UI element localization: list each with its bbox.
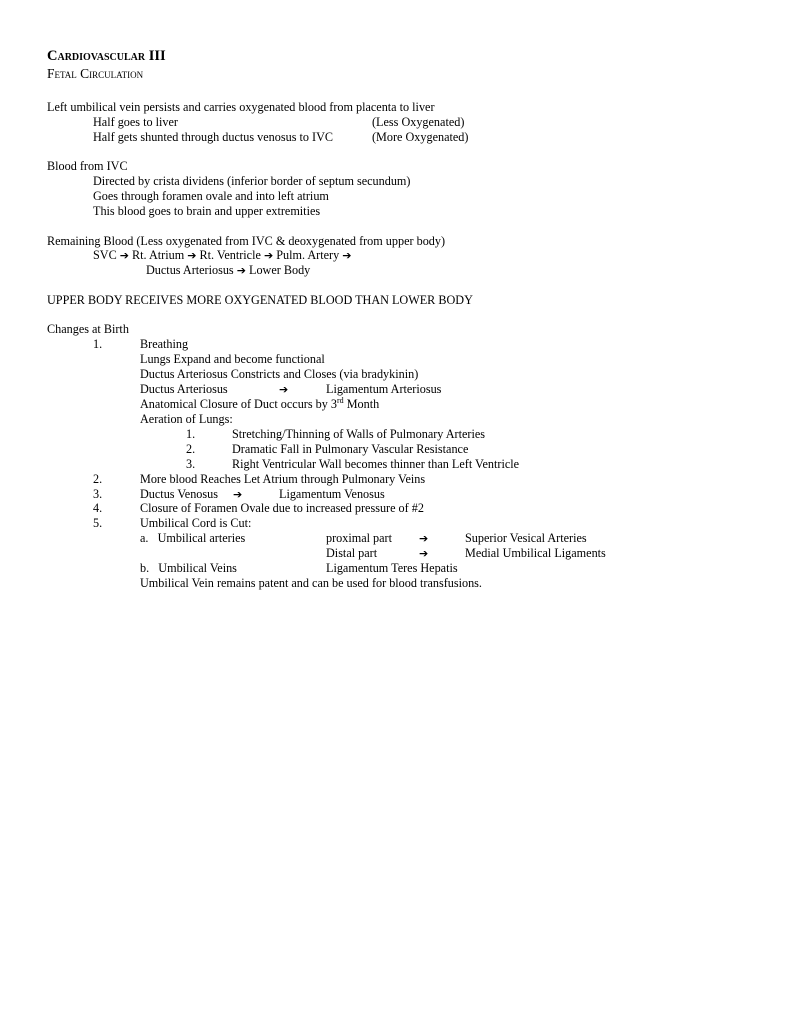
flow-step: Lower Body: [249, 263, 311, 277]
item-number: 3.: [186, 457, 196, 471]
aeration-item: Stretching/Thinning of Walls of Pulmonary Arteries: [232, 427, 486, 441]
change-item-2: More blood Reaches Let Atrium through Pulmonary Veins: [140, 472, 426, 486]
changes-heading: Changes at Birth: [47, 322, 129, 336]
ductus-venosus-left: Ductus Venosus: [140, 487, 218, 501]
document-title: Cardiovascular III: [47, 48, 166, 64]
arrow-right-icon: ➔: [236, 264, 246, 277]
item-number: 2.: [93, 472, 103, 486]
arrow-right-icon: ➔: [419, 547, 429, 560]
flow-step: SVC: [93, 248, 117, 262]
arrow-right-icon: ➔: [279, 383, 289, 396]
half-liver-text: Half goes to liver: [93, 115, 178, 129]
umbilical-vein-intro: Left umbilical vein persists and carries oxygenated blood from placenta to liver: [47, 100, 435, 114]
ivc-line-1: Directed by crista dividens (inferior border of septum secundum): [93, 174, 411, 188]
aeration-item: Right Ventricular Wall becomes thinner than Left Ventricle: [232, 457, 520, 471]
superior-vesical-arteries: Superior Vesical Arteries: [465, 531, 587, 545]
item-number: 1.: [186, 427, 196, 441]
breathing-line-1: Lungs Expand and become functional: [140, 352, 325, 366]
item-number: 2.: [186, 442, 196, 456]
aeration-heading: Aeration of Lungs:: [140, 412, 233, 426]
change-item-4: Closure of Foramen Ovale due to increased pressure of #2: [140, 501, 424, 515]
half-liver-note: (Less Oxygenated): [372, 115, 465, 129]
change-item-5: Umbilical Cord is Cut:: [140, 516, 252, 530]
flow-step: Ductus Arteriosus: [146, 263, 234, 277]
breathing-label: Breathing: [140, 337, 189, 351]
umbilical-arteries-label: a. Umbilical arteries: [140, 531, 246, 545]
flow-step: Pulm. Artery: [276, 248, 340, 262]
medial-umbilical-ligaments: Medial Umbilical Ligaments: [465, 546, 606, 560]
anatomical-closure: Anatomical Closure of Duct occurs by 3rd Month: [140, 396, 380, 411]
item-number: 4.: [93, 501, 103, 515]
flow-step: Rt. Atrium: [132, 248, 185, 262]
umbilical-veins-label: b. Umbilical Veins: [140, 561, 237, 575]
aeration-item: Dramatic Fall in Pulmonary Vascular Resistance: [232, 442, 469, 456]
half-shunt-text: Half gets shunted through ductus venosus to IVC: [93, 130, 334, 144]
arrow-right-icon: ➔: [187, 249, 197, 262]
ductus-arteriosus-left: Ductus Arteriosus: [140, 382, 228, 396]
arrow-right-icon: ➔: [263, 249, 274, 262]
ivc-heading: Blood from IVC: [47, 159, 128, 173]
ligamentum-teres-hepatis: Ligamentum Teres Hepatis: [326, 561, 458, 575]
breathing-line-2: Ductus Arteriosus Constricts and Closes (via bradykinin): [140, 367, 419, 381]
arrow-right-icon: ➔: [119, 249, 129, 262]
flow-path-line-1: [93, 248, 351, 263]
flow-path-line-2: [146, 263, 310, 278]
ivc-line-2: Goes through foramen ovale and into left atrium: [93, 189, 329, 203]
ivc-line-3: This blood goes to brain and upper extremities: [93, 204, 321, 218]
arrow-right-icon: ➔: [419, 532, 429, 545]
half-shunt-note: (More Oxygenated): [372, 130, 469, 144]
item-number: 1.: [93, 337, 103, 351]
arrow-right-icon: ➔: [342, 249, 352, 262]
document-subtitle: Fetal Circulation: [47, 66, 144, 81]
distal-part: Distal part: [326, 546, 378, 560]
item-number: 5.: [93, 516, 103, 530]
remaining-blood-heading: Remaining Blood (Less oxygenated from IVC & deoxygenated from upper body): [47, 234, 446, 248]
ligamentum-arteriosus: Ligamentum Arteriosus: [326, 382, 442, 396]
proximal-part: proximal part: [326, 531, 392, 545]
item-number: 3.: [93, 487, 103, 501]
arrow-right-icon: ➔: [233, 488, 243, 501]
ligamentum-venosus: Ligamentum Venosus: [279, 487, 385, 501]
final-note: Umbilical Vein remains patent and can be used for blood transfusions.: [140, 576, 482, 590]
flow-step: Rt. Ventricle: [199, 248, 261, 262]
key-statement: UPPER BODY RECEIVES MORE OXYGENATED BLOOD THAN LOWER BODY: [47, 293, 473, 307]
